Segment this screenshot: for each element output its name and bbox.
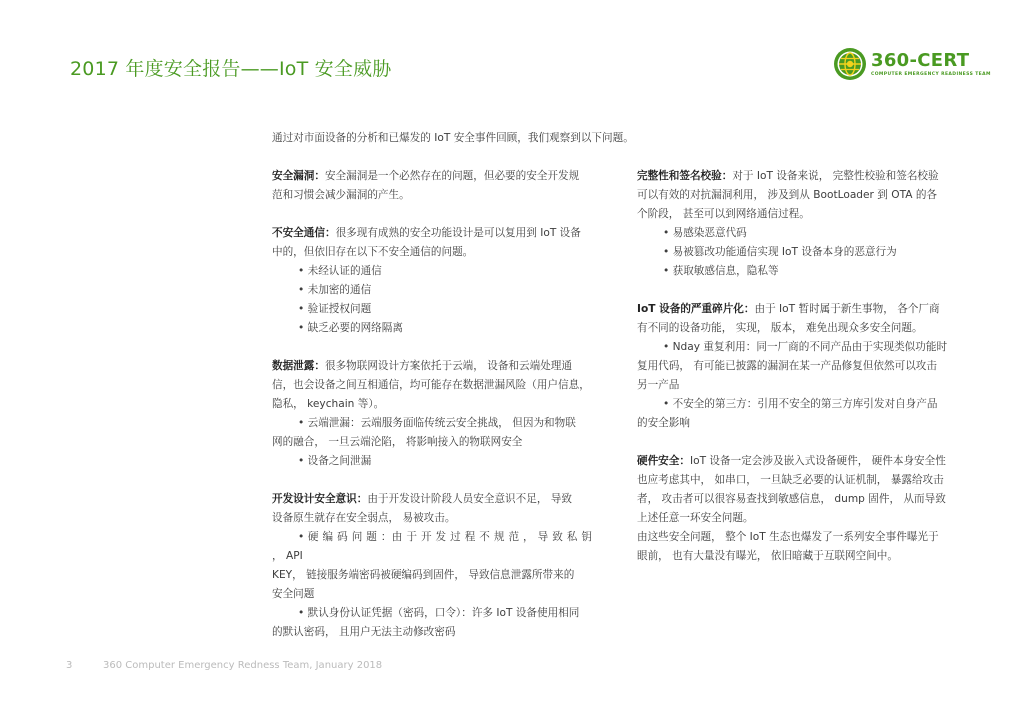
- right-column: [637, 167, 957, 566]
- bullet-item: • 默认身份认证凭据（密码，口令）：许多 IoT 设备使用相同: [298, 607, 580, 619]
- text-line: 对于 IoT 设备来说， 完整性校验和签名校验: [732, 170, 939, 182]
- bullet-item: • 设备之间泄漏: [298, 455, 372, 467]
- bullet-item: • 缺乏必要的网络隔离: [298, 322, 403, 334]
- text-line: 由这些安全问题， 整个 IoT 生态也爆发了一系列安全事件曝光于: [637, 531, 939, 543]
- text-line: 很多现有成熟的安全功能设计是可以复用到 IoT 设备: [335, 227, 581, 239]
- text-line: 隐私， keychain 等）。: [272, 398, 385, 410]
- section-fragmentation: [637, 300, 957, 433]
- text-line: 很多物联网设计方案依托于云端， 设备和云端处理通: [324, 360, 572, 372]
- text-line: 网的融合， 一旦云端沦陷， 将影响接入的物联网安全: [272, 436, 523, 448]
- bullet-item: • 硬 编 码 问 题 ：由 于 开 发 过 程 不 规 范 ， 导 致 私 钥 ， API: [272, 531, 592, 562]
- section-label: 安全漏洞：: [272, 170, 325, 182]
- page-number: 3: [66, 660, 73, 671]
- bullet-item: • 未经认证的通信: [298, 265, 382, 277]
- text-line: 眼前， 也有大量没有曝光， 依旧暗藏于互联网空间中。: [637, 550, 898, 562]
- left-column: [272, 167, 592, 642]
- logo: [833, 46, 991, 82]
- bullet-item: • 易感染恶意代码: [663, 227, 747, 239]
- section-vulnerabilities: [272, 167, 592, 205]
- section-insecure-communication: [272, 224, 592, 338]
- text-line: 的安全影响: [637, 417, 690, 429]
- text-line: KEY， 链接服务端密码被硬编码到固件， 导致信息泄露所带来的: [272, 569, 575, 581]
- text-line: 上述任意一环安全问题。: [637, 512, 754, 524]
- page-title: 2017 年度安全报告——IoT 安全威胁: [70, 58, 392, 80]
- section-label: 数据泄露：: [272, 360, 325, 372]
- text-line: 者， 攻击者可以很容易查找到敏感信息， dump 固件， 从而导致: [637, 493, 946, 505]
- section-label: 不安全通信：: [272, 227, 336, 239]
- bullet-item: • 云端泄漏：云端服务面临传统云安全挑战， 但因为和物联: [298, 417, 576, 429]
- bullet-item: • 易被篡改功能通信实现 IoT 设备本身的恶意行为: [663, 246, 897, 258]
- text-line: 安全漏洞是一个必然存在的问题，但必要的安全开发规: [324, 170, 580, 182]
- text-line: 安全问题: [272, 588, 315, 600]
- text-line: 另一产品: [637, 379, 680, 391]
- text-line: 范和习惯会减少漏洞的产生。: [272, 189, 410, 201]
- text-line: 个阶段， 甚至可以到网络通信过程。: [637, 208, 810, 220]
- bullet-item: • 不安全的第三方：引用不安全的第三方库引发对自身产品: [663, 398, 938, 410]
- text-line: IoT 设备一定会涉及嵌入式设备硬件， 硬件本身安全性: [689, 455, 946, 467]
- bullet-item: • Nday 重复利用：同一厂商的不同产品由于实现类似功能时: [663, 341, 948, 353]
- footer-text: 360 Computer Emergency Redness Team, January 2018: [103, 660, 383, 671]
- text-line: 由于开发设计阶段人员安全意识不足， 导致: [367, 493, 572, 505]
- section-label: IoT 设备的严重碎片化：: [637, 303, 755, 315]
- logo-subtext: COMPUTER EMERGENCY READINESS TEAM: [871, 72, 991, 77]
- text-line: 信，也会设备之间互相通信，均可能存在数据泄漏风险（用户信息，: [272, 379, 590, 391]
- section-label: 硬件安全：: [637, 455, 690, 467]
- text-line: 设备原生就存在安全弱点， 易被攻击。: [272, 512, 456, 524]
- text-line: 中的，但依旧存在以下不安全通信的问题。: [272, 246, 474, 258]
- text-line: 有不同的设备功能， 实现， 版本， 难免出现众多安全问题。: [637, 322, 923, 334]
- text-line: 由于 IoT 暂时属于新生事物， 各个厂商: [754, 303, 940, 315]
- section-hardware-security: [637, 452, 957, 566]
- section-data-leakage: [272, 357, 592, 471]
- intro-text: 通过对市面设备的分析和已爆发的 IoT 安全事件回顾，我们观察到以下问题。: [272, 132, 634, 144]
- text-line: 可以有效的对抗漏洞利用， 涉及到从 BootLoader 到 OTA 的各: [637, 189, 938, 201]
- text-line: 也应考虑其中， 如串口， 一旦缺乏必要的认证机制， 暴露给攻击: [637, 474, 944, 486]
- section-dev-security-awareness: [272, 490, 592, 642]
- section-label: 开发设计安全意识：: [272, 493, 368, 505]
- globe-logo-icon: [833, 47, 867, 81]
- logo-text: 360-CERT: [871, 50, 970, 71]
- section-label: 完整性和签名校验：: [637, 170, 733, 182]
- text-line: 复用代码， 有可能已披露的漏洞在某一产品修复但依然可以攻击: [637, 360, 937, 372]
- bullet-item: • 获取敏感信息，隐私等: [663, 265, 779, 277]
- text-line: 的默认密码， 且用户无法主动修改密码: [272, 626, 456, 638]
- bullet-item: • 未加密的通信: [298, 284, 372, 296]
- section-integrity-signature: [637, 167, 957, 281]
- bullet-item: • 验证授权问题: [298, 303, 372, 315]
